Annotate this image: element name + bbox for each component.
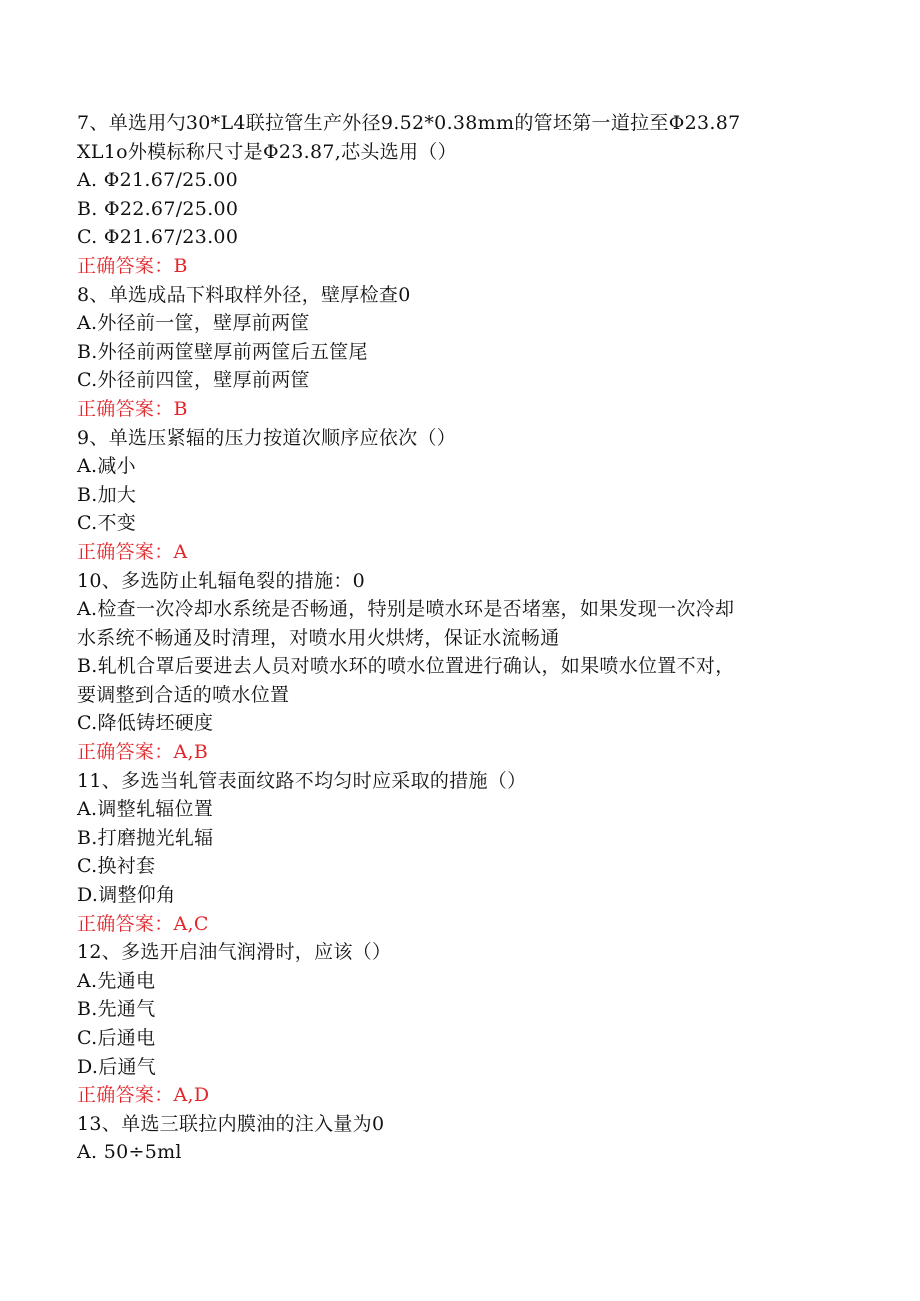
correct-answer: 正确答案：A bbox=[77, 540, 188, 563]
question-stem: 8、单选成品下料取样外径，壁厚检查0 bbox=[77, 283, 411, 306]
option-a: A. 50÷5ml bbox=[77, 1141, 182, 1164]
option-a: A. Φ21.67/25.00 bbox=[77, 169, 239, 192]
question-stem: 7、单选用勺30*L4联拉管生产外径9.52*0.38mm的管坯第一道拉至Φ23.87 bbox=[77, 112, 741, 134]
option-a: A.检查一次冷却水系统是否畅通，特别是喷水环是否堵塞，如果发现一次冷却 bbox=[77, 598, 735, 621]
option-c: C.降低铸坯硬度 bbox=[77, 712, 214, 735]
correct-answer: 正确答案：B bbox=[77, 254, 188, 277]
question-stem: 9、单选压紧辐的压力按道次顺序应依次（） bbox=[77, 426, 457, 449]
correct-answer: 正确答案：A,D bbox=[77, 1084, 210, 1107]
option-b: B.加大 bbox=[77, 483, 137, 506]
option-b-continued: 要调整到合适的喷水位置 bbox=[77, 683, 290, 706]
option-c: C.外径前四筐，壁厚前两筐 bbox=[77, 369, 310, 392]
option-a-continued: 水系统不畅通及时清理，对喷水用火烘烤，保证水流畅通 bbox=[77, 626, 560, 649]
option-c: C.后通电 bbox=[77, 1027, 156, 1049]
question-stem: 11、多选当轧管表面纹路不均匀时应采取的措施（） bbox=[77, 769, 527, 792]
question-7 bbox=[77, 109, 837, 281]
option-d: D.调整仰角 bbox=[77, 884, 176, 907]
question-8 bbox=[77, 281, 837, 424]
option-b: B.打磨抛光轧辐 bbox=[77, 826, 214, 849]
question-12 bbox=[77, 938, 837, 1110]
option-c: C. Φ21.67/23.00 bbox=[77, 226, 239, 249]
question-9 bbox=[77, 424, 837, 567]
option-b: B. Φ22.67/25.00 bbox=[77, 197, 239, 220]
option-a: A.调整轧辐位置 bbox=[77, 798, 214, 821]
option-c: C.换衬套 bbox=[77, 855, 156, 878]
option-a: A.先通电 bbox=[77, 969, 156, 992]
question-stem: 12、多选开启油气润滑时，应该（） bbox=[77, 941, 392, 964]
option-b: B.轧机合罩后要进去人员对喷水环的喷水位置进行确认，如果喷水位置不对， bbox=[77, 655, 735, 678]
option-c: C.不变 bbox=[77, 512, 137, 535]
correct-answer: 正确答案：A,B bbox=[77, 741, 209, 764]
question-10 bbox=[77, 567, 837, 767]
option-a: A.外径前一筐，壁厚前两筐 bbox=[77, 312, 310, 335]
document-page bbox=[77, 109, 837, 1167]
option-d: D.后通气 bbox=[77, 1055, 157, 1078]
option-b: B.先通气 bbox=[77, 998, 156, 1021]
correct-answer: 正确答案：B bbox=[77, 397, 188, 420]
option-b: B.外径前两筐壁厚前两筐后五筐尾 bbox=[77, 340, 368, 363]
question-13 bbox=[77, 1110, 837, 1167]
question-stem: 13、单选三联拉内膜油的注入量为0 bbox=[77, 1112, 385, 1135]
question-11 bbox=[77, 767, 837, 939]
correct-answer: 正确答案：A,C bbox=[77, 912, 209, 935]
question-stem: XL1o外模标称尺寸是Φ23.87,芯头选用（） bbox=[77, 140, 457, 163]
option-a: A.减小 bbox=[77, 455, 136, 478]
question-stem: 10、多选防止轧辐龟裂的措施：0 bbox=[77, 569, 366, 592]
